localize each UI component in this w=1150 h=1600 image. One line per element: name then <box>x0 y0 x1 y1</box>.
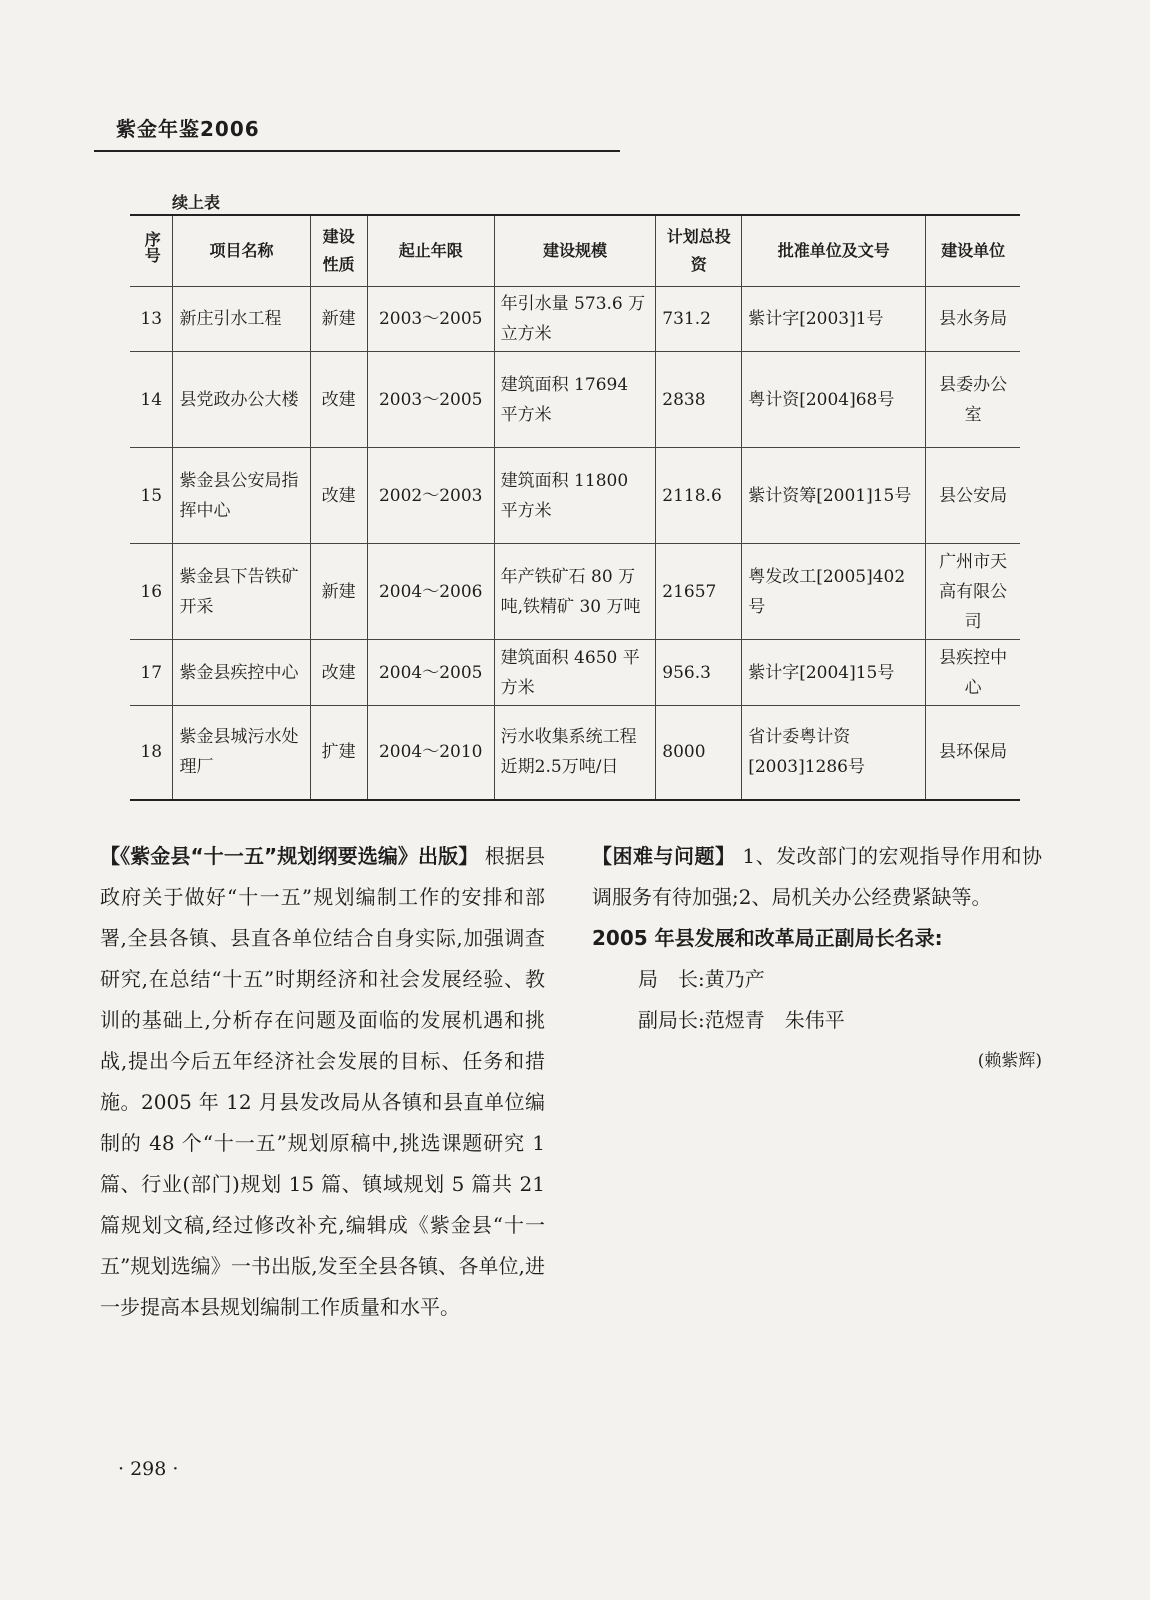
cell-approval: 粤发改工[2005]402号 <box>742 544 926 640</box>
cell-investment: 2838 <box>656 352 742 448</box>
cell-nature: 新建 <box>310 544 367 640</box>
cell-years: 2004～2006 <box>367 544 494 640</box>
cell-unit: 县委办公室 <box>926 352 1020 448</box>
cell-name: 新庄引水工程 <box>173 287 310 352</box>
cell-years: 2003～2005 <box>367 287 494 352</box>
table-row <box>130 640 1020 706</box>
cell-approval: 紫计字[2003]1号 <box>742 287 926 352</box>
article-right-column <box>592 836 1042 1082</box>
cell-unit: 县公安局 <box>926 448 1020 544</box>
section-heading-publication: 【《紫金县“十一五”规划纲要选编》出版】 <box>100 844 479 868</box>
cell-approval: 省计委粤计资[2003]1286号 <box>742 706 926 800</box>
cell-unit: 广州市天高有限公司 <box>926 544 1020 640</box>
section-heading-difficulties: 【困难与问题】 <box>592 844 736 868</box>
cell-nature: 改建 <box>310 640 367 706</box>
cell-nature: 改建 <box>310 352 367 448</box>
table-row <box>130 706 1020 800</box>
table-row <box>130 352 1020 448</box>
cell-seq: 17 <box>130 640 173 706</box>
col-header-nature: 建设性质 <box>310 215 367 287</box>
cell-seq: 13 <box>130 287 173 352</box>
cell-name: 紫金县公安局指挥中心 <box>173 448 310 544</box>
cell-nature: 扩建 <box>310 706 367 800</box>
cell-name: 紫金县城污水处理厂 <box>173 706 310 800</box>
difficulties-paragraph <box>592 836 1042 918</box>
cell-name: 紫金县疾控中心 <box>173 640 310 706</box>
cell-unit: 县疾控中心 <box>926 640 1020 706</box>
cell-approval: 紫计资筹[2001]15号 <box>742 448 926 544</box>
cell-approval: 紫计字[2004]15号 <box>742 640 926 706</box>
cell-seq: 14 <box>130 352 173 448</box>
project-table <box>130 214 1020 801</box>
article-author: (赖紫辉) <box>977 1051 1042 1071</box>
col-header-seq: 序号 <box>130 215 173 287</box>
article-left-column <box>100 836 545 1328</box>
col-header-scale: 建设规模 <box>494 215 656 287</box>
col-header-name: 项目名称 <box>173 215 310 287</box>
difficulties-text: 1、发改部门的宏观指导作用和协调服务有待加强;2、局机关办公经费紧缺等。 <box>592 844 1043 909</box>
cell-scale: 建筑面积 11800 平方米 <box>494 448 656 544</box>
cell-unit: 县环保局 <box>926 706 1020 800</box>
cell-nature: 改建 <box>310 448 367 544</box>
table-row <box>130 544 1020 640</box>
cell-years: 2003～2005 <box>367 352 494 448</box>
cell-years: 2004～2010 <box>367 706 494 800</box>
header-rule <box>94 150 620 152</box>
table-row <box>130 287 1020 352</box>
cell-years: 2002～2003 <box>367 448 494 544</box>
cell-nature: 新建 <box>310 287 367 352</box>
cell-scale: 污水收集系统工程近期2.5万吨/日 <box>494 706 656 800</box>
col-header-unit: 建设单位 <box>926 215 1020 287</box>
cell-seq: 15 <box>130 448 173 544</box>
cell-investment: 731.2 <box>656 287 742 352</box>
cell-seq: 16 <box>130 544 173 640</box>
cell-investment: 8000 <box>656 706 742 800</box>
cell-unit: 县水务局 <box>926 287 1020 352</box>
cell-investment: 2118.6 <box>656 448 742 544</box>
roster-deputy: 副局长:范煜青 朱伟平 <box>638 1008 845 1032</box>
col-header-years: 起止年限 <box>367 215 494 287</box>
table-header-row <box>130 215 1020 287</box>
article-body-text: 根据县政府关于做好“十一五”规划编制工作的安排和部署,全县各镇、县直各单位结合自身实际,加强调查研究,在总结“十五”时期经济和社会发展经验、教训的基础上,分析存在问题及面临的发展机遇和挑战,提出今后五年经济社会发展的目标、任务和措施。2005 年 12 月县发改局从各镇和县直单位编制的 48 个“十一五”规划原稿中,挑选课题研究 1 篇、行业(部门)规划 15 篇、镇域规划 5 篇共 21 篇规划文稿,经过修改补充,编辑成《紫金县“十一五”规划选编》一书出版,发至全县各镇、各单位,进一步提高本县规划编制工作质量和水平。 <box>100 844 546 1319</box>
cell-scale: 建筑面积 17694 平方米 <box>494 352 656 448</box>
cell-investment: 956.3 <box>656 640 742 706</box>
col-header-approval: 批准单位及文号 <box>742 215 926 287</box>
yearbook-header-title: 紫金年鉴2006 <box>116 117 260 141</box>
cell-approval: 粤计资[2004]68号 <box>742 352 926 448</box>
roster-title: 2005 年县发展和改革局正副局长名录: <box>592 926 943 950</box>
cell-years: 2004～2005 <box>367 640 494 706</box>
cell-name: 紫金县下告铁矿开采 <box>173 544 310 640</box>
cell-name: 县党政办公大楼 <box>173 352 310 448</box>
cell-scale: 建筑面积 4650 平方米 <box>494 640 656 706</box>
table-row <box>130 448 1020 544</box>
cell-scale: 年产铁矿石 80 万吨,铁精矿 30 万吨 <box>494 544 656 640</box>
roster-director: 局 长:黄乃产 <box>638 967 765 991</box>
page-number: · 298 · <box>118 1458 179 1480</box>
cell-investment: 21657 <box>656 544 742 640</box>
col-header-investment: 计划总投资 <box>656 215 742 287</box>
cell-scale: 年引水量 573.6 万立方米 <box>494 287 656 352</box>
table-caption: 续上表 <box>172 193 221 212</box>
cell-seq: 18 <box>130 706 173 800</box>
